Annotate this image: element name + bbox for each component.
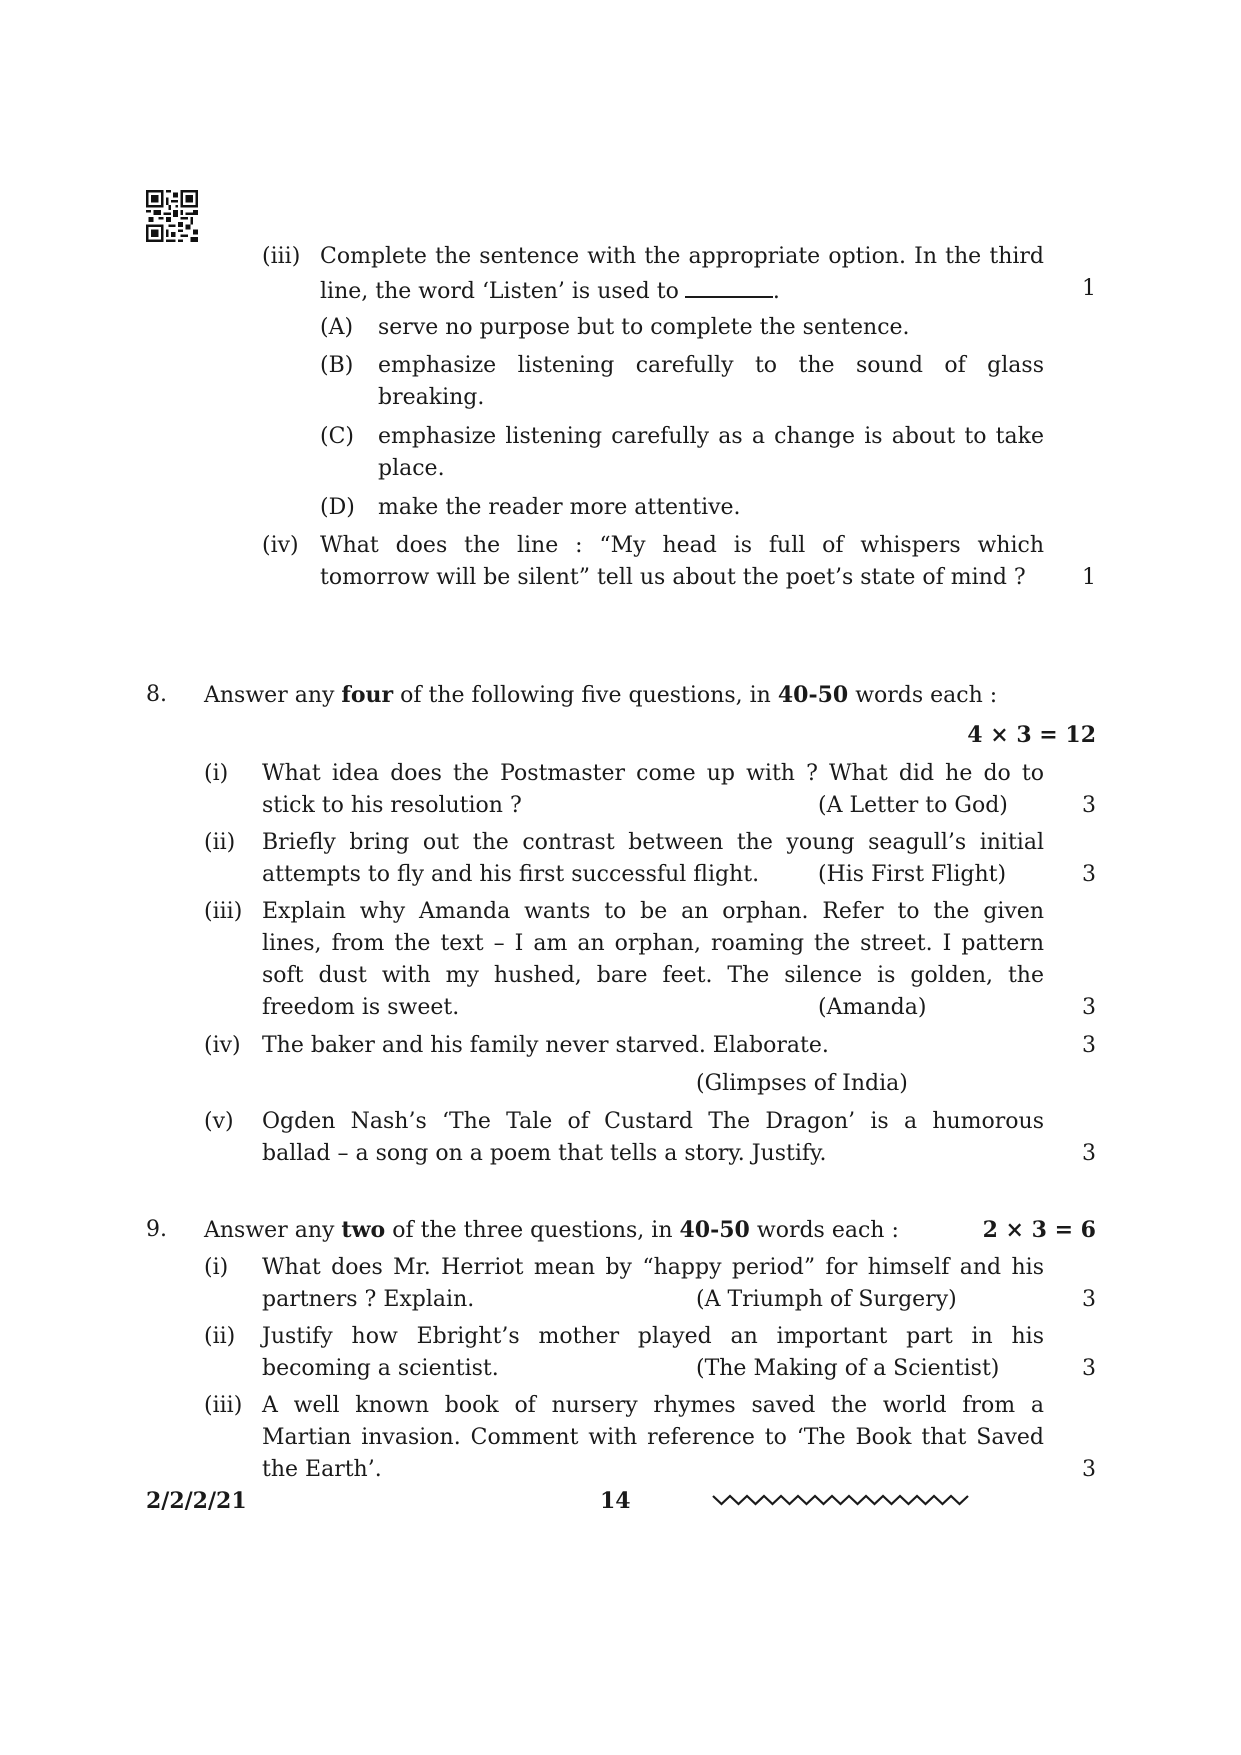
wavy-line-icon — [712, 1493, 970, 1507]
q7-iii-number: (iii) — [262, 244, 301, 269]
q9-ii-mark: 3 — [1082, 1356, 1096, 1381]
q7-iv-line-2: tomorrow will be silent” tell us about the poet’s state of mind ? — [320, 565, 1026, 590]
q7-iv-mark: 1 — [1082, 565, 1096, 590]
q8-i-line-1: What idea does the Postmaster come up with ? What did he do to — [262, 761, 1044, 786]
q7-iv-line-1: What does the line : “My head is full of whispers which — [320, 533, 1044, 558]
q9-ii-line-2: becoming a scientist. — [262, 1356, 499, 1381]
q8-iii-line-4: freedom is sweet. — [262, 995, 460, 1020]
q8-ii-line-2: attempts to fly and his first successful flight. — [262, 862, 760, 887]
q8-iii-source: (Amanda) — [818, 995, 927, 1020]
option-b-line-1: emphasize listening carefully to the sound of glass — [378, 353, 1044, 378]
q8-iii-line-3: soft dust with my hushed, bare feet. The silence is golden, the — [262, 963, 1044, 988]
q8-i-source: (A Letter to God) — [818, 793, 1008, 818]
q7-iii-line-2-end: . — [772, 279, 780, 304]
q7-iii-line-2 — [320, 278, 780, 303]
q9-instr-b: of the three questions, in — [392, 1218, 673, 1243]
q7-iii-mark: 1 — [1082, 276, 1096, 301]
q9-iii-line-1: A well known book of nursery rhymes saved the world from a — [262, 1393, 1044, 1418]
q9-i-mark: 3 — [1082, 1287, 1096, 1312]
page-number: 14 — [600, 1488, 631, 1514]
q9-instruction — [204, 1219, 899, 1242]
answer-blank — [685, 278, 773, 298]
q9-iii-mark: 3 — [1082, 1457, 1096, 1482]
q7-iii-line-2-text: line, the word ‘Listen’ is used to — [320, 279, 679, 304]
q8-iii-mark: 3 — [1082, 995, 1096, 1020]
q8-v-line-2: ballad – a song on a poem that tells a story. Justify. — [262, 1141, 827, 1166]
q8-instr-bold-1: four — [341, 682, 394, 708]
q9-ii-source: (The Making of a Scientist) — [696, 1356, 1000, 1381]
option-d-text: make the reader more attentive. — [378, 495, 741, 520]
q8-i-mark: 3 — [1082, 793, 1096, 818]
q9-i-number: (i) — [204, 1255, 229, 1280]
option-c-line-2: place. — [378, 456, 445, 481]
q8-ii-line-1: Briefly bring out the contrast between the young seagull’s initial — [262, 830, 1044, 855]
q8-ii-number: (ii) — [204, 830, 236, 855]
q9-iii-number: (iii) — [204, 1393, 243, 1418]
q9-i-line-2: partners ? Explain. — [262, 1287, 475, 1312]
q9-ii-line-1: Justify how Ebright’s mother played an important part in his — [262, 1324, 1044, 1349]
q8-v-number: (v) — [204, 1109, 234, 1134]
q9-i-source: (A Triumph of Surgery) — [696, 1287, 957, 1312]
qr-code-icon — [146, 190, 198, 242]
q8-instr-a: Answer any — [204, 683, 335, 708]
option-c-label: (C) — [320, 424, 354, 449]
q9-ii-number: (ii) — [204, 1324, 236, 1349]
q8-i-number: (i) — [204, 761, 229, 786]
paper-code: 2/2/2/21 — [146, 1488, 247, 1514]
q9-i-line-1: What does Mr. Herriot mean by “happy period” for himself and his — [262, 1255, 1044, 1280]
q9-iii-line-3: the Earth’. — [262, 1457, 382, 1482]
q9-iii-line-2: Martian invasion. Comment with reference to ‘The Book that Saved — [262, 1425, 1044, 1450]
option-c-line-1: emphasize listening carefully as a change is about to take — [378, 424, 1044, 449]
q8-instr-c: words each : — [855, 683, 998, 708]
q8-number: 8. — [146, 682, 167, 707]
q8-i-line-2: stick to his resolution ? — [262, 793, 522, 818]
q7-iii-line-1: Complete the sentence with the appropriate option. In the third — [320, 244, 1044, 269]
q9-marks: 2 × 3 = 6 — [982, 1217, 1096, 1243]
q8-iv-line-1: The baker and his family never starved. Elaborate. — [262, 1033, 829, 1058]
option-b-line-2: breaking. — [378, 385, 485, 410]
q8-iii-line-1: Explain why Amanda wants to be an orphan. Refer to the given — [262, 899, 1044, 924]
option-b-label: (B) — [320, 353, 354, 378]
q8-iv-source: (Glimpses of India) — [696, 1071, 908, 1096]
q8-iii-line-2: lines, from the text – I am an orphan, roaming the street. I pattern — [262, 931, 1044, 956]
option-a-label: (A) — [320, 315, 354, 340]
q8-iv-number: (iv) — [204, 1033, 241, 1058]
q8-marks: 4 × 3 = 12 — [967, 722, 1096, 748]
q7-iv-number: (iv) — [262, 533, 299, 558]
q8-ii-mark: 3 — [1082, 862, 1096, 887]
q8-v-line-1: Ogden Nash’s ‘The Tale of Custard The Dragon’ is a humorous — [262, 1109, 1044, 1134]
option-a-text: serve no purpose but to complete the sentence. — [378, 315, 910, 340]
q8-iv-mark: 3 — [1082, 1033, 1096, 1058]
option-d-label: (D) — [320, 495, 355, 520]
q8-instr-bold-2: 40-50 — [777, 682, 849, 708]
q9-instr-c: words each : — [756, 1218, 899, 1243]
q9-instr-bold-2: 40-50 — [679, 1217, 750, 1243]
q9-instr-a: Answer any — [204, 1218, 335, 1243]
q8-ii-source: (His First Flight) — [818, 862, 1007, 887]
q9-number: 9. — [146, 1217, 167, 1242]
q8-iii-number: (iii) — [204, 899, 243, 924]
q9-instr-bold-1: two — [341, 1217, 386, 1243]
q8-v-mark: 3 — [1082, 1141, 1096, 1166]
q8-instruction — [204, 684, 997, 707]
q8-instr-b: of the following five questions, in — [400, 683, 771, 708]
